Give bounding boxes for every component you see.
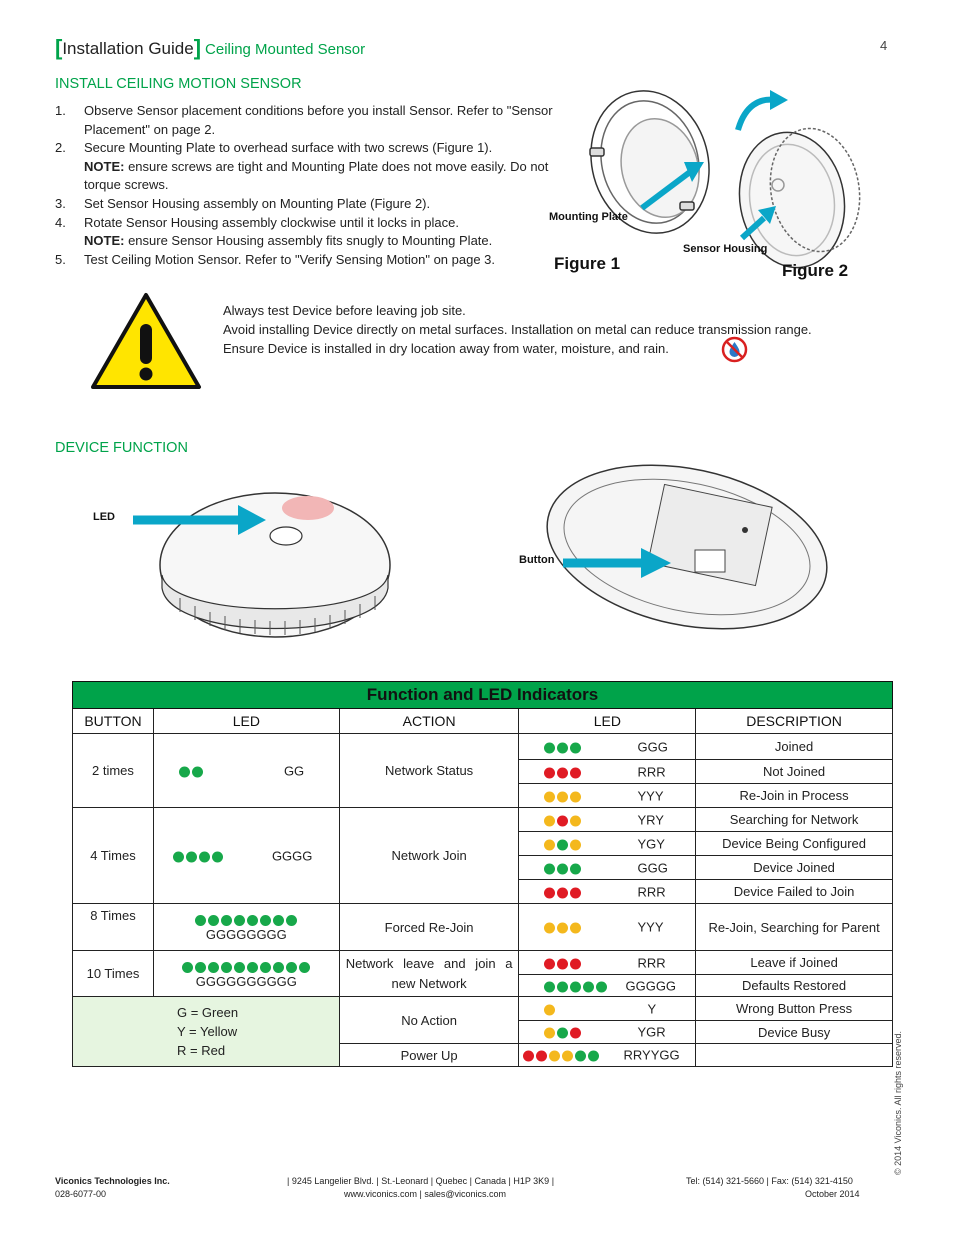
rotate-arrow-icon [738, 100, 775, 130]
led-sequence [194, 912, 298, 927]
led-indicator-table [72, 681, 893, 1067]
copyright: © 2014 Viconics. All rights reserved. [893, 1030, 903, 1175]
red-led-icon [523, 1051, 534, 1062]
green-led-icon [588, 1051, 599, 1062]
yellow-led-icon [544, 1004, 555, 1015]
green-led-icon [173, 851, 184, 862]
green-led-icon [273, 915, 284, 926]
yellow-led-icon [570, 923, 581, 934]
page-number: 4 [880, 38, 888, 53]
press-led-cell: GGGG [153, 808, 339, 904]
install-heading: INSTALL CEILING MOTION SENSOR [55, 76, 302, 92]
green-led-icon [557, 981, 568, 992]
green-led-icon [544, 863, 555, 874]
green-led-icon [557, 863, 568, 874]
action: Network leave and join a new Network [339, 951, 519, 997]
color-legend [73, 997, 340, 1067]
green-led-icon [247, 915, 258, 926]
led-callout: LED [93, 511, 115, 523]
green-led-icon [570, 863, 581, 874]
rotate-arrow-head-icon [770, 90, 788, 110]
green-led-icon [195, 962, 206, 973]
yellow-led-icon [544, 791, 555, 802]
footer-doc-number: 028-6077-00 [55, 1189, 107, 1199]
green-led-icon [195, 915, 206, 926]
yellow-led-icon [544, 1028, 555, 1039]
column-header: LED [519, 709, 696, 734]
action: Power Up [339, 1044, 519, 1067]
column-header: ACTION [339, 709, 519, 734]
column-header: LED [153, 709, 339, 734]
footer-date: October 2014 [805, 1189, 860, 1199]
green-led-icon [192, 766, 203, 777]
led-sequence [543, 764, 582, 779]
step-2: 2. Secure Mounting Plate to overhead surface with two screws (Figure 1). NOTE: ensure screws are tight and Mounting Plate does not move easily. Do not torque screws. [55, 140, 549, 193]
red-led-icon [557, 887, 568, 898]
green-led-icon [179, 766, 190, 777]
step-1: 1. Observe Sensor placement conditions before you install Sensor. Refer to "Sensor Placement" on page 2. [55, 103, 553, 137]
green-led-icon [544, 981, 555, 992]
led-indicator [282, 496, 334, 520]
center-button [270, 527, 302, 545]
led-sequence [543, 920, 582, 935]
action: Network Join [339, 808, 519, 904]
green-led-icon [583, 981, 594, 992]
led-sequence [543, 1025, 582, 1040]
warning-line: Avoid installing Device directly on metal surfaces. Installation on metal can reduce transmission range. [223, 321, 812, 337]
led-sequence [543, 884, 582, 899]
description: Re-Join in Process [696, 784, 893, 808]
column-header: DESCRIPTION [696, 709, 893, 734]
table-title: Function and LED Indicators [73, 682, 893, 709]
green-led-icon [234, 962, 245, 973]
step-4: 4. Rotate Sensor Housing assembly clockwise until it locks in place. NOTE: ensure Sensor Housing assembly fits snugly to Mounting Plate. [55, 214, 493, 249]
action: Network Status [339, 734, 519, 808]
led-sequence [522, 1048, 600, 1063]
description: Searching for Network [696, 808, 893, 832]
column-header: BUTTON [73, 709, 154, 734]
press-led-cell: GGGGGGGG [153, 904, 339, 951]
green-led-icon [575, 1051, 586, 1062]
header-subtitle: Ceiling Mounted Sensor [205, 41, 366, 58]
description: Re-Join, Searching for Parent [696, 904, 893, 951]
led-sequence [181, 959, 311, 974]
result-led-cell: YRY [519, 808, 696, 832]
green-led-icon [208, 915, 219, 926]
yellow-led-icon [544, 839, 555, 850]
yellow-led-icon [544, 923, 555, 934]
sensor-front-illustration [90, 470, 410, 650]
yellow-led-icon [557, 791, 568, 802]
led-sequence [543, 836, 582, 851]
footer-phone: Tel: (514) 321-5660 | Fax: (514) 321-4150 [686, 1176, 853, 1186]
result-led-cell: RRR [519, 760, 696, 784]
led-sequence [543, 955, 582, 970]
result-led-cell: RRYYGG [519, 1044, 696, 1067]
green-led-icon [557, 839, 568, 850]
button-count: 4 Times [73, 808, 154, 904]
press-led-cell: GG [153, 734, 339, 808]
yellow-led-icon [544, 815, 555, 826]
led-sequence [543, 739, 582, 754]
green-led-icon [596, 981, 607, 992]
yellow-led-icon [570, 839, 581, 850]
result-led-cell: RRR [519, 951, 696, 975]
install-steps [55, 102, 565, 269]
led-sequence [172, 848, 224, 863]
result-led-cell: YYY [519, 904, 696, 951]
green-led-icon [260, 915, 271, 926]
result-led-cell: RRR [519, 880, 696, 904]
bracket-right: ] [193, 35, 202, 60]
description: Leave if Joined [696, 951, 893, 975]
yellow-led-icon [557, 923, 568, 934]
red-led-icon [536, 1051, 547, 1062]
green-led-icon [247, 962, 258, 973]
yellow-led-icon [562, 1051, 573, 1062]
legend-green: G = Green [177, 1005, 239, 1020]
red-led-icon [544, 767, 555, 778]
result-led-cell: YGR [519, 1021, 696, 1044]
warning-line: Always test Device before leaving job site. [223, 303, 466, 318]
green-led-icon [286, 962, 297, 973]
green-led-icon [208, 962, 219, 973]
legend-red: R = Red [177, 1043, 226, 1058]
red-led-icon [557, 767, 568, 778]
yellow-led-icon [570, 815, 581, 826]
result-led-cell: GGG [519, 856, 696, 880]
bracket-left: [ [55, 35, 63, 60]
red-led-icon [557, 815, 568, 826]
red-led-icon [570, 767, 581, 778]
description: Joined [696, 734, 893, 760]
description: Device Joined [696, 856, 893, 880]
green-led-icon [570, 981, 581, 992]
mounting-plate-callout: Mounting Plate [549, 211, 628, 223]
footer-web: www.viconics.com | sales@viconics.com [344, 1189, 507, 1199]
description: Defaults Restored [696, 975, 893, 997]
green-led-icon [199, 851, 210, 862]
description: Device Being Configured [696, 832, 893, 856]
button-count: 8 Times [73, 904, 154, 951]
device-function-heading: DEVICE FUNCTION [55, 440, 188, 456]
green-led-icon [182, 962, 193, 973]
note-label: NOTE: [84, 233, 125, 249]
yellow-led-icon [570, 791, 581, 802]
green-led-icon [570, 742, 581, 753]
result-led-cell: YGY [519, 832, 696, 856]
green-led-icon [212, 851, 223, 862]
result-led-cell: GGG [519, 734, 696, 760]
button-count: 2 times [73, 734, 154, 808]
sensor-housing-callout: Sensor Housing [683, 243, 768, 255]
step-3: 3. Set Sensor Housing assembly on Mounting Plate (Figure 2). [55, 195, 431, 211]
sensor-back-illustration [515, 455, 835, 640]
green-led-icon [186, 851, 197, 862]
result-led-cell: GGGGG [519, 975, 696, 997]
footer-company: Viconics Technologies Inc. [55, 1176, 170, 1186]
action: Forced Re-Join [339, 904, 519, 951]
green-led-icon [234, 915, 245, 926]
led-sequence [178, 763, 204, 778]
warning-icon [90, 292, 202, 390]
red-led-icon [570, 958, 581, 969]
yellow-led-icon [549, 1051, 560, 1062]
button-callout: Button [519, 554, 555, 566]
no-water-icon [721, 336, 748, 363]
figure-2-label: Figure 2 [782, 261, 849, 280]
description: Device Busy [696, 1021, 893, 1044]
red-led-icon [557, 958, 568, 969]
legend-yellow: Y = Yellow [177, 1024, 238, 1039]
led-sequence [543, 1001, 556, 1016]
action: No Action [339, 997, 519, 1044]
footer-address: | 9245 Langelier Blvd. | St.-Leonard | Quebec | Canada | H1P 3K9 | [287, 1176, 555, 1186]
green-led-icon [544, 742, 555, 753]
led-sequence [543, 812, 582, 827]
warning-line: Ensure Device is installed in dry location away from water, moisture, and rain. [223, 340, 669, 356]
led-sequence [543, 860, 582, 875]
led-sequence [543, 788, 582, 803]
button-count: 10 Times [73, 951, 154, 997]
note-label: NOTE: [84, 158, 125, 174]
description: Wrong Button Press [696, 997, 893, 1021]
step-5: 5. Test Ceiling Motion Sensor. Refer to "Verify Sensing Motion" on page 3. [55, 251, 496, 267]
header-title: Installation Guide [62, 39, 194, 58]
green-led-icon [221, 962, 232, 973]
red-led-icon [544, 958, 555, 969]
green-led-icon [273, 962, 284, 973]
figure-1-label: Figure 1 [554, 254, 621, 273]
red-led-icon [570, 1028, 581, 1039]
green-led-icon [260, 962, 271, 973]
green-led-icon [299, 962, 310, 973]
description: Device Failed to Join [696, 880, 893, 904]
red-led-icon [570, 887, 581, 898]
result-led-cell: Y [519, 997, 696, 1021]
page-header [55, 34, 365, 60]
green-led-icon [557, 1028, 568, 1039]
description [696, 1044, 893, 1067]
description: Not Joined [696, 760, 893, 784]
green-led-icon [557, 742, 568, 753]
green-led-icon [221, 915, 232, 926]
press-led-cell: GGGGGGGGGG [153, 951, 339, 997]
led-sequence [543, 978, 608, 993]
result-led-cell: YYY [519, 784, 696, 808]
mounting-plate-illustration [580, 90, 725, 247]
green-led-icon [286, 915, 297, 926]
red-led-icon [544, 887, 555, 898]
